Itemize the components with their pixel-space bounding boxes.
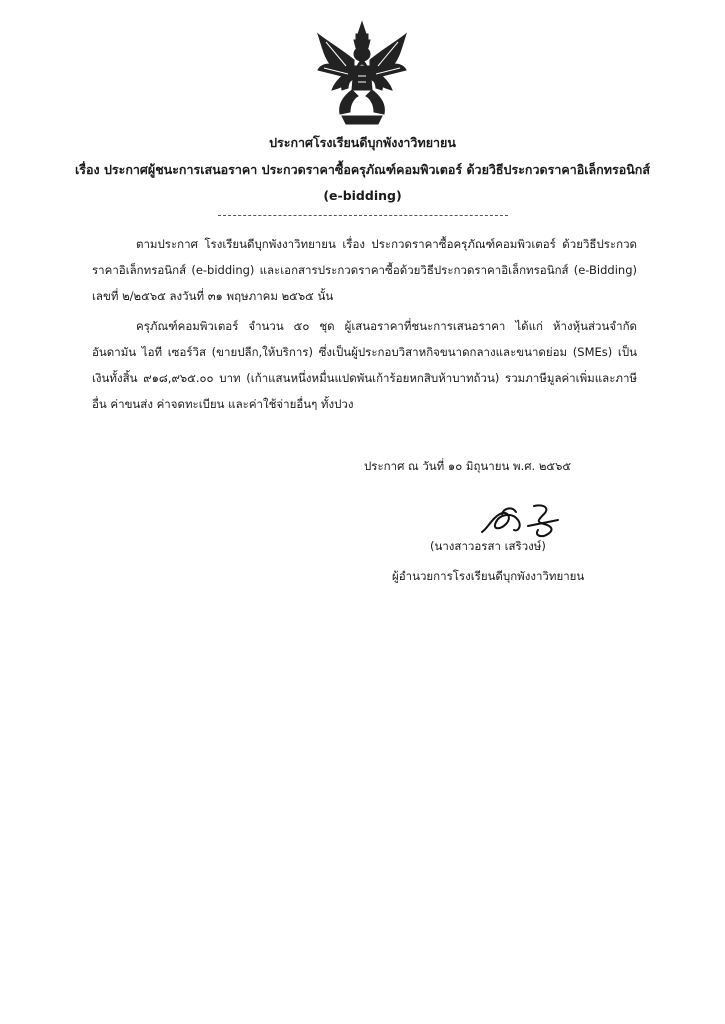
garuda-emblem-icon: [312, 20, 412, 130]
signer-position: ผู้อำนวยการโรงเรียนดีบุกพังงาวิทยายน: [392, 569, 585, 583]
announcement-subject: เรื่อง ประกาศผู้ชนะการเสนอราคา ประกวดราคาซื้อครุภัณฑ์คอมพิวเตอร์ ด้วยวิธีประกวดราคาอิเล็กทรอนิกส์: [75, 162, 650, 177]
announcement-subject-tail: (e-bidding): [323, 188, 402, 203]
announcement-title: ประกาศโรงเรียนดีบุกพังงาวิทยายน: [269, 135, 456, 150]
body-paragraph-2: [92, 313, 637, 417]
body-paragraph-2-text: ครุภัณฑ์คอมพิวเตอร์ จำนวน ๕๐ ชุด ผู้เสนอราคาที่ชนะการเสนอราคา ได้แก่ ห้างหุ้นส่วนจำกัด อันดามัน ไอที เซอร์วิส (ขายปลีก,ให้บริการ) ซึ่งเป็นผู้ประกอบวิสาหกิจขนาดกลางและขนาดย่อม (SMEs) เป็นเงินทั้งสิ้น ๙๑๘,๙๖๕.๐๐ บาท (เก้าแสนหนึ่งหมื่นแปดพันเก้าร้อยหกสิบห้าบาทถ้วน) รวมภาษีมูลค่าเพิ่มและภาษีอื่น ค่าขนส่ง ค่าจดทะเบียน และค่าใช้จ่ายอื่นๆ ทั้งปวง: [92, 319, 637, 411]
body-paragraph-1-text: ตามประกาศ โรงเรียนดีบุกพังงาวิทยายน เรื่อง ประกวดราคาซื้อครุภัณฑ์คอมพิวเตอร์ ด้วยวิธีประกวดราคาอิเล็กทรอนิกส์ (e-bidding) และเอกสารประกวดราคาซื้อด้วยวิธีประกวดราคาอิเล็กทรอนิกส์ (e-Bidding) เลขที่ ๒/๒๕๖๕ ลงวันที่ ๓๑ พฤษภาคม ๒๕๖๕ นั้น: [92, 237, 637, 303]
body-paragraph-1: [92, 231, 637, 309]
announcement-date: ประกาศ ณ วันที่ ๑๐ มิถุนายน พ.ศ. ๒๕๖๕: [364, 459, 572, 473]
signer-name: (นางสาวอรสา เสริวงษ์): [430, 539, 546, 553]
dashed-divider: [218, 215, 508, 216]
